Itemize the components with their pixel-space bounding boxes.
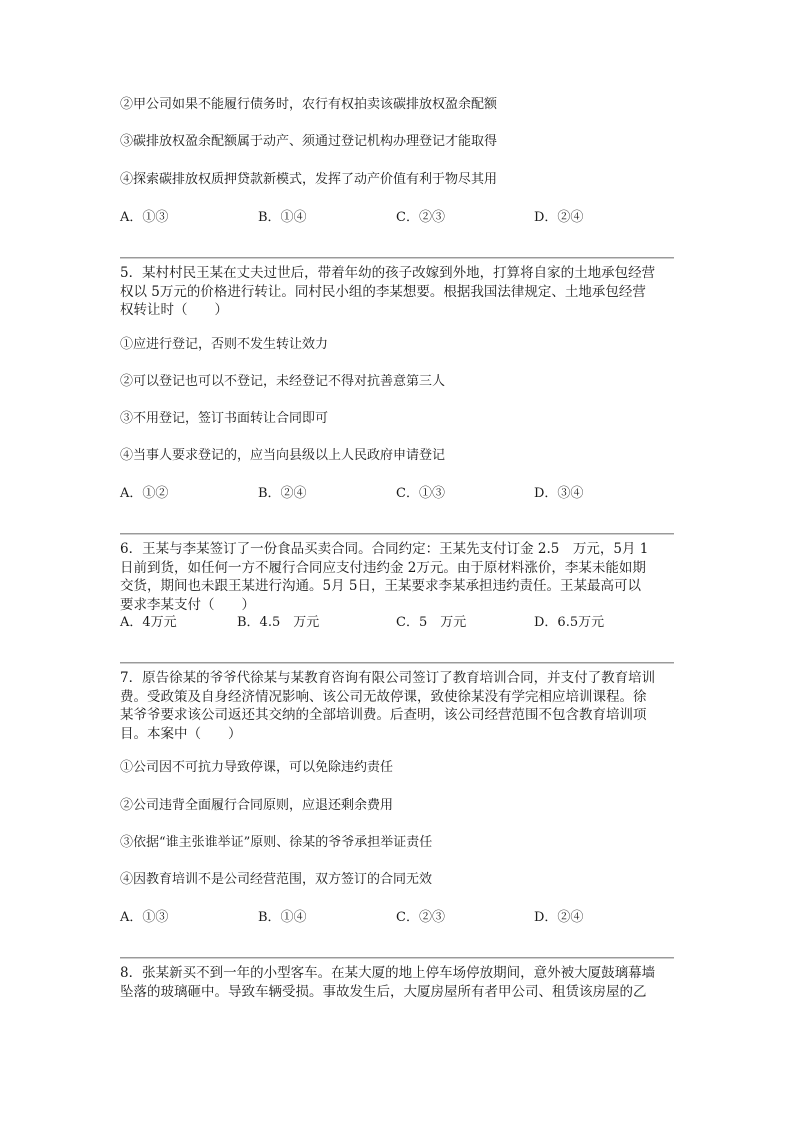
q4-item-3: ③碳排放权盈余配额属于动产、须通过登记机构办理登记才能取得 [120, 134, 498, 149]
question-divider [120, 533, 674, 535]
q5-item-3: ③不用登记，签订书面转让合同即可 [120, 411, 329, 426]
q8-stem-line: 坠落的玻璃砸中。导致车辆受损。事故发生后，大厦房屋所有者甲公司、租赁该房屋的乙 [120, 983, 647, 1000]
q4-item-4: ④探索碳排放权质押贷款新模式，发挥了动产价值有利于物尽其用 [120, 172, 498, 187]
option-a[interactable]: A．①③ [120, 210, 169, 225]
option-a[interactable]: A．4万元 [120, 615, 177, 630]
q7-stem-line: 费。受政策及自身经济情况影响、该公司无故停课，致使徐某没有学完相应培训课程。徐 [120, 688, 647, 705]
option-b[interactable]: B．①④ [258, 910, 307, 925]
q4-item-2: ②甲公司如果不能履行债务时，农行有权拍卖该碳排放权盈余配额 [120, 97, 498, 112]
q5-item-1: ①应进行登记，否则不发生转让效力 [120, 337, 329, 352]
q7-item-4: ④因教育培训不是公司经营范围，双方签订的合同无效 [120, 872, 433, 887]
option-d[interactable]: D．6.5万元 [534, 615, 605, 630]
q5-stem [120, 264, 680, 320]
option-d[interactable]: D．②④ [534, 210, 584, 225]
option-c[interactable]: C．②③ [396, 910, 445, 925]
option-a[interactable]: A．①② [120, 486, 169, 501]
option-a[interactable]: A．①③ [120, 910, 169, 925]
q6-stem [120, 540, 680, 614]
q7-stem [120, 669, 680, 743]
q5-stem-line: 权以 5万元的价格进行转让。同村民小组的李某想要。根据我国法律规定、土地承包经营 [120, 283, 646, 300]
q7-item-2: ②公司违背全面履行合同原则，应退还剩余费用 [120, 798, 394, 813]
option-b[interactable]: B．②④ [258, 486, 307, 501]
q7-stem-line: 目。本案中（ ） [120, 725, 242, 742]
q7-stem-line: 某爷爷要求该公司返还其交纳的全部培训费。后查明，该公司经营范围不包含教育培训项 [120, 707, 647, 723]
option-c[interactable]: C．②③ [396, 210, 445, 225]
q5-item-4: ④当事人要求登记的，应当向县级以上人民政府申请登记 [120, 448, 446, 463]
q5-stem-line: 权转让时（ ） [120, 302, 228, 318]
question-divider [120, 957, 674, 959]
q6-stem-line: 要求李某支付（ ） [120, 596, 255, 613]
q6-stem-line: 交货，期间也未跟王某进行沟通。5月 5日，王某要求李某承担违约责任。王某最高可以 [120, 578, 641, 594]
option-d[interactable]: D．②④ [534, 910, 584, 925]
q8-stem [120, 964, 680, 1001]
option-c[interactable]: C．①③ [396, 486, 445, 501]
question-divider [120, 662, 674, 664]
option-b[interactable]: B．①④ [258, 210, 307, 225]
q8-stem-line: 8．张某新买不到一年的小型客车。在某大厦的地上停车场停放期间，意外被大厦鼓璃幕墙 [120, 965, 656, 981]
option-c[interactable]: C．5 万元 [396, 615, 467, 630]
q7-stem-line: 7．原告徐某的爷爷代徐某与某教育咨询有限公司签订了教育培训合同，并支付了教育培训 [120, 670, 656, 686]
option-d[interactable]: D．③④ [534, 486, 584, 501]
q6-stem-line: 日前到货，如任何一方不履行合同应支付违约金 2万元。由于原材料涨价，李某未能如期 [120, 559, 646, 576]
q5-stem-line: 5．某村村民王某在丈夫过世后，带着年幼的孩子改嫁到外地，打算将自家的土地承包经营 [120, 265, 656, 281]
q7-item-3: ③依据“谁主张谁举证”原则、徐某的爷爷承担举证责任 [120, 835, 433, 850]
q7-item-1: ①公司因不可抗力导致停课，可以免除违约责任 [120, 760, 394, 775]
question-divider [120, 257, 674, 259]
option-b[interactable]: B．4.5 万元 [237, 615, 320, 630]
q6-stem-line: 6．王某与李某签订了一份食品买卖合同。合同约定：王某先支付订金 2.5 万元，5月 1 [120, 541, 649, 557]
q5-item-2: ②可以登记也可以不登记，未经登记不得对抗善意第三人 [120, 374, 446, 389]
